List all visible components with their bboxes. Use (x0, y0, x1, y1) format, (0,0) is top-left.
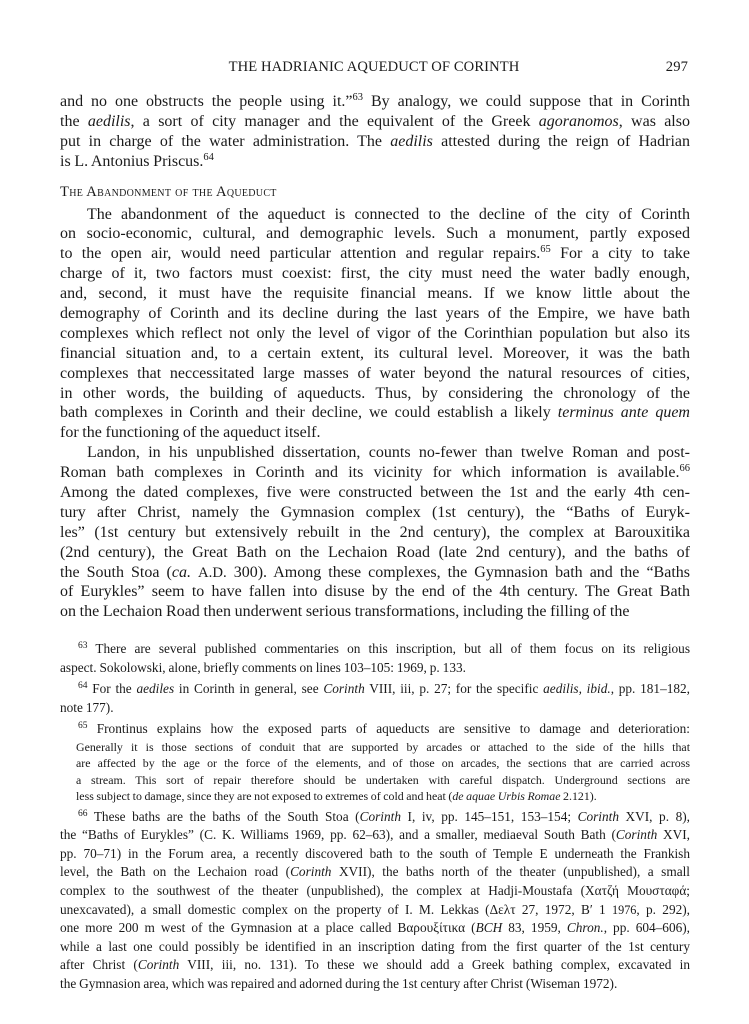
page-number: 297 (665, 59, 688, 75)
footnote-line: level, the Bath on the Lechaion road (Corinth XVII), the baths north of the theater (unpublished), a small (60, 864, 690, 880)
body-line: on socio-economic, cultural, and demographic levels. Such a monument, partly exposed (60, 225, 690, 243)
footnote-line: unexcavated), a small domestic complex on the property of I. M. Lekkas (Δελτ 27, 1972, B′ 1 1976, p. 292), (60, 901, 690, 917)
body-text (60, 92, 690, 622)
footnote-line: aspect. Sokolowski, alone, briefly comments on lines 103–105: 1969, p. 133. (60, 659, 466, 675)
body-line: for the functioning of the aqueduct itself. (60, 424, 321, 442)
footnote-line: Generally it is those sections of conduit that are supported by arcades or attached to the side of the hills that (76, 739, 690, 754)
footnote-line: while a last one could possibly be identified in an inscription dating from the first quarter of the 1st century (60, 938, 690, 954)
footnote-line: a stream. This sort of repair therefore should be undertaken with careful dispatch. Underground sections are (76, 772, 690, 787)
body-line: the South Stoa (ca. A.D. 300). Among these complexes, the Gymnasion bath and the “Baths (60, 563, 690, 581)
footnote-line: after Christ (Corinth VIII, iii, no. 131). To these we should add a Greek bathing complex, excavated in (60, 957, 690, 973)
footnote-line: pp. 70–71) in the Forum area, a recently discovered bath to the south of Temple E underneath the Frankish (60, 845, 690, 861)
body-line: is L. Antonius Priscus.$^{64}$ (60, 151, 214, 170)
body-line: in other words, the building of aqueducts. Thus, by considering the chronology of the (60, 384, 690, 402)
footnote-line: the Gymnasion area, which was repaired and adorned during the 1st century after Christ (Wiseman 1972). (60, 975, 618, 991)
body-line: the aedilis, a sort of city manager and the equivalent of the Greek agoranomos, was also (60, 112, 690, 130)
note-ref: 64 (203, 151, 214, 163)
body-line: charge of it, two factors must coexist: first, the city must need the water badly enough, (60, 265, 690, 283)
body-line: on the Lechaion Road then underwent serious transformations, including the filling of the (60, 603, 630, 621)
body-line: bath complexes in Corinth and their decline, we could establish a likely terminus ante quem (60, 404, 690, 422)
body-line: tury after Christ, namely the Gymnasion complex (1st century), the “Baths of Euryk- (60, 503, 690, 521)
note-ref: 65 (78, 721, 88, 732)
footnote-start-line: $^{63}$ There are several published commentaries on this inscription, but all of them focus on its religious (78, 641, 690, 656)
running-head (60, 59, 688, 81)
footnote-start-line: $^{66}$ These baths are the baths of the South Stoa (Corinth I, iv, pp. 145–151, 153–154; Corinth XVI, p. 8), (78, 808, 690, 824)
body-line: to the open air, would need particular attention and regular repairs.$^{65}$ For a city to take (60, 244, 690, 263)
note-ref: 63 (78, 641, 88, 651)
body-line: (2nd century), the Great Bath on the Lechaion Road (late 2nd century), and the baths of (60, 543, 690, 561)
running-head-title: THE HADRIANIC AQUEDUCT OF CORINTH (228, 59, 520, 75)
footnote-line: less subject to damage, since they are not exposed to extremes of cold and heat (de aquae Urbis Romae 2.121). (76, 789, 597, 804)
footnote-line: are affected by the age or the force of the elements, and of those on arcades, the sections that are carried across (76, 756, 690, 771)
body-line: Roman bath complexes in Corinth and its vicinity for which information is available.$^{66}$ (60, 463, 690, 482)
note-ref: 63 (352, 92, 364, 103)
note-ref: 66 (679, 463, 690, 475)
footnote-start-line: $^{64}$ For the aediles in Corinth in general, see Corinth VIII, iii, p. 27; for the specific aedilis, ibid., pp. 181–182, (78, 681, 690, 697)
body-line: Among the dated complexes, five were constructed between the 1st and the early 4th cen- (60, 484, 690, 502)
note-ref: 65 (540, 244, 551, 256)
body-line: of Eurykles” seem to have fallen into disuse by the end of the 4th century. The Great Bath (60, 583, 690, 601)
footnote-line: complex to the southwest of the theater (unpublished), the complex at Hadji-Moustafa (Χατζή Μουσταφά; (60, 882, 690, 898)
body-line: complexes which reflect not only the level of vigor of the Corinthian population but also its (60, 324, 690, 342)
body-line: demography of Corinth and its decline during the last years of the Empire, we have bath (60, 305, 690, 323)
body-line: financial situation and, to a certain extent, its cultural level. Moreover, it was the bath (60, 344, 690, 362)
footnote-line: one more 200 m west of the Gymnasion at a place called Βαρουξίτικα (BCH 83, 1959, Chron., pp. 604–606), (60, 920, 691, 936)
body-line: put in charge of the water administration. The aedilis attested during the reign of Hadrian (60, 132, 691, 150)
body-line: The abandonment of the aqueduct is connected to the decline of the city of Corinth (87, 205, 690, 223)
footnote-start-line: $^{65}$ Frontinus explains how the exposed parts of aqueducts are sensitive to damage and deterioration: (78, 721, 690, 737)
body-line: Landon, in his unpublished dissertation, counts no-fewer than twelve Roman and post- (87, 444, 690, 462)
footnotes (60, 640, 690, 993)
body-line: and, second, it must have the requisite financial means. If we know little about the (60, 285, 690, 303)
note-ref: 64 (78, 681, 88, 692)
body-line: complexes that neccessitated large masses of water beyond the natural resources of cities, (60, 364, 690, 382)
footnote-line: note 177). (60, 699, 114, 715)
body-line: les” (1st century but extensively rebuilt in the 2nd century), the complex at Barouxitika (60, 523, 690, 541)
body-line: and no one obstructs the people using it.”$^{63}$ By analogy, we could suppose that in Corinth (60, 92, 690, 110)
section-heading: The Abandonment of the Aqueduct (60, 183, 277, 200)
footnote-line: the “Baths of Eurykles” (C. K. Williams 1969, pp. 62–63), and a smaller, mediaeval South Bath (Corinth XVI, (60, 827, 690, 843)
note-ref: 66 (78, 808, 88, 819)
